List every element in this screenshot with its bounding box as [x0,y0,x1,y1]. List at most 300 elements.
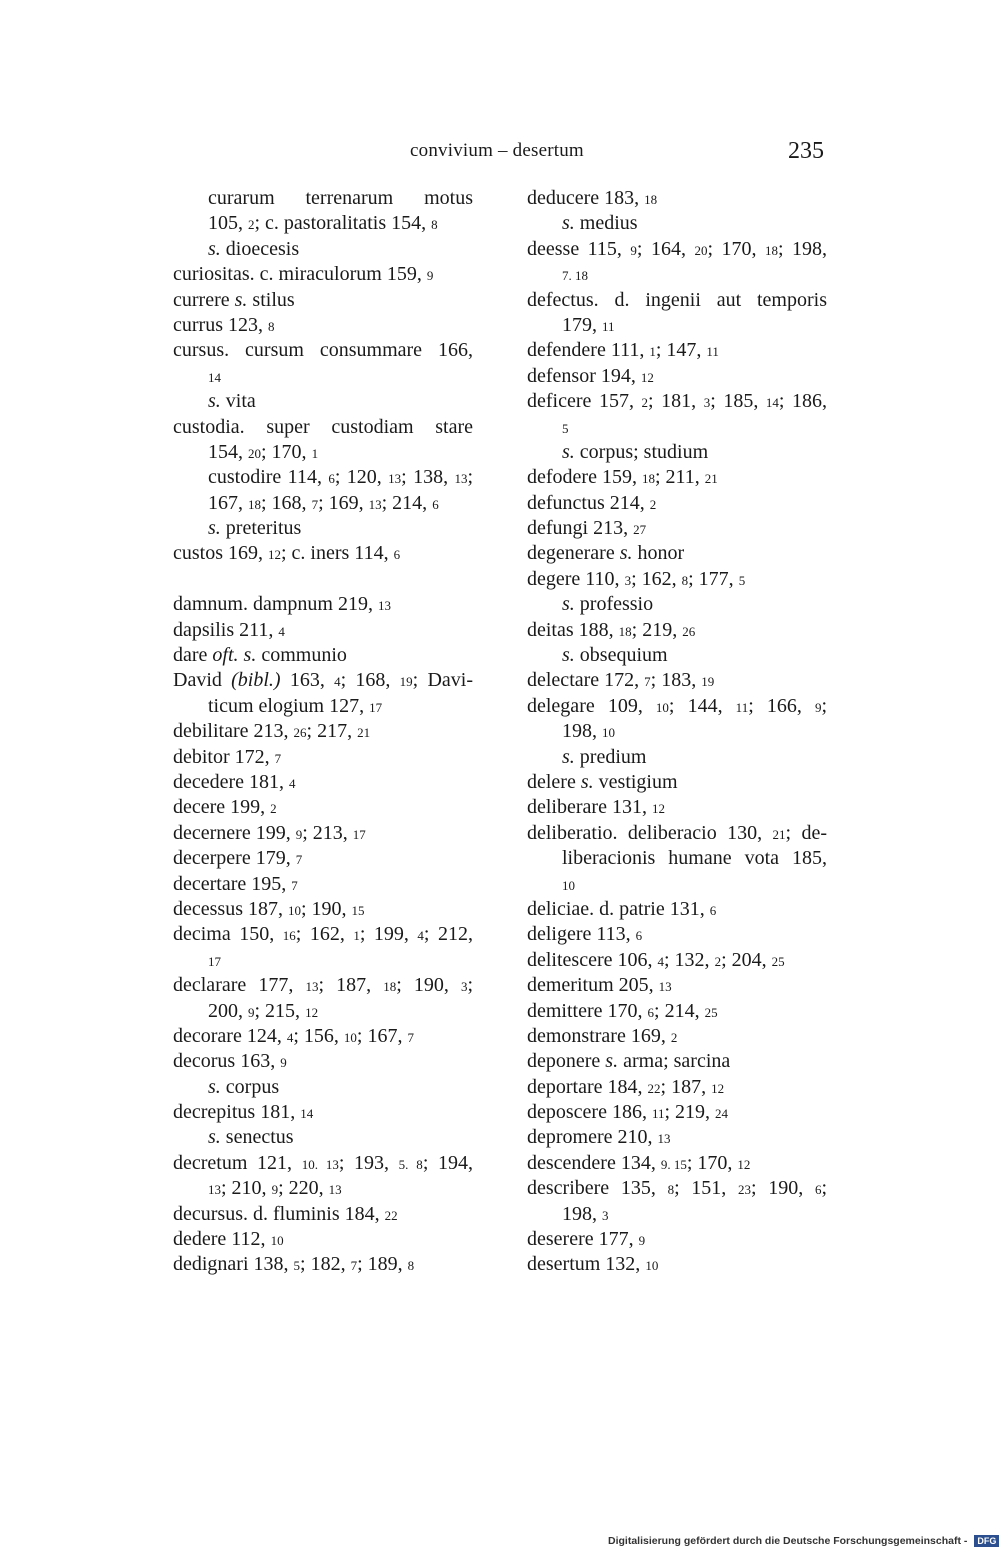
entry-text: liberacionis humane vota 185, [562,847,827,870]
entry-text: ; 185, [710,390,766,413]
line-number-ref: 12 [305,1004,319,1020]
entry-text: deponere [527,1050,606,1073]
line-number-ref: 2 [670,1029,678,1045]
italic-text: s. [580,770,594,793]
line-number-ref: 5 [293,1258,301,1274]
entry-text: medius [574,212,638,235]
index-line [173,186,473,211]
line-number-ref: 2 [641,395,649,411]
entry-text: dedignari 138, [173,1253,294,1276]
index-line [527,999,827,1024]
italic-text: s. [562,745,575,768]
entry-text: professio [574,593,654,616]
index-line [527,592,827,617]
index-line [173,313,473,338]
entry-text: ; 212, [423,923,473,946]
line-number-ref: 2 [270,801,277,817]
entry-text: stilus [247,288,295,311]
line-number-ref: 12 [268,547,281,563]
line-number-ref: 17 [369,699,383,715]
entry-text: defendere 111, [527,339,650,362]
index-column-right [527,186,827,1278]
index-line [527,262,827,287]
entry-text: dapsilis 211, [173,618,279,641]
entry-text: delere [527,770,581,793]
line-number-ref: 21 [357,725,371,741]
line-number-ref: 7. 18 [562,268,588,284]
entry-text: decretum 121, [173,1151,302,1174]
entry-text: debilitare 213, [173,720,294,743]
line-number-ref: 12 [737,1156,751,1172]
entry-text: decernere 199, [173,821,296,844]
entry-text: demonstrare 169, [527,1024,671,1047]
line-number-ref: 5 [738,572,746,588]
line-number-ref: 7 [644,674,651,690]
index-line [527,668,827,693]
line-number-ref: 13 [377,598,391,614]
entry-text: ; 214, [381,491,433,514]
entry-text: ; 170, [261,440,312,463]
entry-text: ; 187, [318,974,384,997]
entry-text: ; 210, [221,1177,272,1200]
entry-text: damnum. dampnum 219, [173,593,378,616]
italic-text: s. [619,542,633,565]
entry-text: ; 170, [707,237,765,260]
line-number-ref: 4 [657,953,664,969]
italic-text: s. [562,212,575,235]
entry-text: deportare 184, [527,1075,648,1098]
entry-text: descendere 134, [527,1151,661,1174]
line-number-ref: 3 [460,979,468,995]
index-line [173,973,473,998]
entry-text: defectus. d. ingenii aut temporis [527,288,827,311]
entry-text: 154, [208,440,248,463]
entry-text: ; 170, [686,1151,738,1174]
entry-text: currere [173,288,235,311]
index-line [527,1227,827,1252]
index-line [173,922,473,947]
entry-text: declarare 177, [173,974,306,997]
entry-text: delectare 172, [527,669,645,692]
line-number-ref: 14 [765,395,779,411]
line-number-ref: 6 [709,902,717,918]
index-line [173,770,473,795]
line-number-ref: 10 [287,902,301,918]
line-number-ref: 5. 8 [398,1156,423,1172]
line-number-ref: 25 [704,1004,718,1020]
index-line [527,897,827,922]
entry-text: dedere 112, [173,1228,271,1251]
entry-text: depromere 210, [527,1126,658,1149]
line-number-ref: 11 [735,699,749,715]
line-number-ref: 18 [383,979,397,995]
entry-text: ; 151, [674,1177,738,1200]
index-line [173,415,473,440]
index-line [173,795,473,820]
entry-text: decima 150, [173,923,283,946]
entry-text: dare [173,644,213,667]
entry-text: ; 183, [650,669,702,692]
line-number-ref: 12 [640,369,654,385]
index-line [527,821,827,846]
index-line [173,694,473,719]
line-number-ref: 15 [351,902,365,918]
line-number-ref: 23 [738,1182,751,1198]
index-line [173,1227,473,1252]
entry-text: deesse 115, [527,237,631,260]
entry-text: corpus; studium [574,440,709,463]
italic-text: s. [234,288,248,311]
line-number-ref: 9 [426,268,434,284]
entry-text: deliciae. d. patrie 131, [527,897,710,920]
index-line [527,237,827,262]
entry-text: ; [821,1177,827,1200]
line-number-ref: 1 [353,928,360,944]
line-number-ref: 9 [814,699,822,715]
entry-text: decursus. d. fluminis 184, [173,1202,385,1225]
index-line [527,694,827,719]
italic-text: s. [562,644,575,667]
index-line [527,1176,827,1201]
entry-text: ; 120, [334,466,389,489]
index-line [173,1252,473,1277]
entry-text: ; [467,974,474,997]
italic-text: s. [208,517,221,540]
italic-text: s. [605,1050,619,1073]
line-number-ref: 12 [711,1080,725,1096]
italic-text: s. [208,390,221,413]
line-number-ref: 9 [638,1233,646,1249]
footer-separator: - [960,1535,971,1547]
entry-text: curiositas. c. miraculorum 159, [173,263,427,286]
entry-text: decorus 163, [173,1050,281,1073]
entry-text: deficere 157, [527,390,642,413]
entry-text: curarum terrenarum motus [208,187,473,209]
index-line [527,1125,827,1150]
index-line [527,1252,827,1277]
entry-text: decrepitus 181, [173,1101,301,1124]
entry-text: deliberatio. deliberacio 130, [527,821,773,844]
entry-text: deligere 113, [527,923,636,946]
index-line [173,389,473,414]
index-line [173,999,473,1024]
entry-text: obsequium [574,644,668,667]
index-line [173,1075,473,1100]
entry-text: decerpere 179, [173,847,296,870]
entry-text: ; 168, [261,491,312,514]
entry-text: ; c. iners 114, [281,542,394,565]
entry-text: ; 204, [721,948,772,971]
entry-text: ; 215, [254,999,306,1022]
entry-text: delitescere 106, [527,948,658,971]
line-number-ref: 9 [280,1055,287,1071]
line-number-ref: 8 [407,1258,415,1274]
line-number-ref: 6 [393,547,401,563]
index-line [173,872,473,897]
line-number-ref: 8 [431,217,438,233]
running-head: convivium – desertum [410,140,584,161]
entry-text: ; 220, [278,1177,329,1200]
line-number-ref: 12 [651,801,665,817]
index-line [527,1151,827,1176]
index-line [173,1125,473,1150]
index-line [173,211,473,236]
entry-text: describere 135, [527,1177,668,1200]
footer-text: Digitalisierung gefördert durch die Deutsche Forschungsgemeinschaft [608,1535,961,1547]
index-line [527,389,827,414]
entry-text: ; 186, [778,390,828,413]
entry-text: ; 214, [654,999,705,1022]
line-number-ref: 7 [274,750,282,766]
line-number-ref: 26 [293,725,307,741]
entry-text: custos 169, [173,542,268,565]
index-line [527,440,827,465]
italic-text: s. [208,237,221,260]
entry-text: ; 190, [300,897,352,920]
entry-text: ; 189, [357,1253,408,1276]
entry-text: deliberare 131, [527,796,652,819]
entry-text: desertum 132, [527,1253,646,1276]
index-line [173,618,473,643]
entry-text: deserere 177, [527,1228,639,1251]
line-number-ref: 6 [432,496,439,512]
entry-text: ; 181, [648,390,704,413]
line-number-ref: 4 [334,674,341,690]
entry-text: ; 199, [359,923,418,946]
line-number-ref: 4 [417,928,424,944]
entry-text: ; 156, [293,1024,344,1047]
line-number-ref: 11 [651,1106,665,1122]
entry-text: ; 162, [295,923,354,946]
line-number-ref: 13 [208,1182,221,1198]
index-line [527,745,827,770]
line-number-ref: 18 [248,496,261,512]
line-number-ref: 10 [602,725,615,741]
line-number-ref: 18 [764,242,778,258]
entry-text: ; [467,466,474,489]
entry-text: ; 198, [777,237,827,260]
entry-text: 179, [562,313,602,336]
index-line [527,872,827,897]
entry-text: ; c. pastoralitatis 154, [254,212,432,235]
line-number-ref: 22 [647,1080,661,1096]
entry-text: ; 190, [396,974,461,997]
line-number-ref: 6 [328,471,335,487]
index-line [527,643,827,668]
line-number-ref: 2 [248,217,255,233]
index-line [527,770,827,795]
entry-text: cursus. cursum consummare 166, [173,339,473,362]
line-number-ref: 20 [694,242,708,258]
line-number-ref: 7 [407,1029,414,1045]
index-column-left [173,186,473,1278]
line-number-ref: 10 [270,1233,284,1249]
index-line [527,1024,827,1049]
footer-credit [608,1535,999,1547]
entry-text: corpus [220,1075,280,1098]
line-number-ref: 16 [282,928,296,944]
line-number-ref: 14 [208,369,221,385]
entry-text: ; 211, [654,466,705,489]
line-number-ref: 1 [311,445,319,461]
line-number-ref: 4 [286,1029,294,1045]
entry-text: decere 199, [173,796,271,819]
index-line [527,491,827,516]
line-number-ref: 10. 13 [301,1156,339,1172]
line-number-ref: 19 [701,674,715,690]
entry-text: senectus [220,1126,294,1149]
line-number-ref: 2 [649,496,657,512]
index-line [527,1202,827,1227]
index-line [173,1024,473,1049]
entry-text: defensor 194, [527,364,641,387]
line-number-ref: 21 [704,471,718,487]
line-number-ref: 3 [703,395,711,411]
index-line [527,567,827,592]
italic-text: s. [562,593,575,616]
italic-text: oft. s. [212,644,257,667]
index-line [527,465,827,490]
line-number-ref: 20 [248,445,261,461]
line-number-ref: 8 [267,318,275,334]
line-number-ref: 2 [714,953,722,969]
entry-text: preteritus [220,517,302,540]
index-line [173,719,473,744]
index-line [173,643,473,668]
italic-text: s. [208,1126,221,1149]
entry-text: David [173,669,232,692]
entry-text: vestigium [593,770,678,793]
entry-text: ; 194, [422,1151,474,1174]
line-number-ref: 9 [295,826,303,842]
entry-text: decorare 124, [173,1024,287,1047]
line-number-ref: 9. 15 [660,1156,687,1172]
entry-text: ticum elogium 127, [208,694,370,717]
entry-text: demeritum 205, [527,974,659,997]
entry-text: delegare 109, [527,694,656,717]
entry-text: ; [821,694,828,717]
italic-text: (bibl.) [231,669,281,692]
index-line [173,1176,473,1201]
entry-text: ; 138, [401,466,455,489]
index-line [173,465,473,490]
index-line [173,516,473,541]
index-line [173,897,473,922]
entry-text: 198, [562,720,602,743]
line-number-ref: 4 [289,775,296,791]
index-line [527,973,827,998]
line-number-ref: 4 [278,623,285,639]
index-line [173,745,473,770]
entry-text: 198, [562,1202,602,1225]
index-line [527,719,827,744]
index-line [173,1202,473,1227]
entry-text: debitor 172, [173,745,275,768]
entry-text: custodia. super custodiam stare [173,415,473,438]
index-line [527,948,827,973]
entry-text: deducere 183, [527,187,645,209]
index-line [173,1151,473,1176]
line-number-ref: 9 [271,1182,279,1198]
line-number-ref: 13 [368,496,382,512]
index-line [527,1049,827,1074]
line-number-ref: 8 [681,572,689,588]
line-number-ref: 7 [311,496,319,512]
line-number-ref: 5 [562,420,569,436]
entry-text: ; 213, [302,821,353,844]
entry-text: custodire 114, [208,466,329,489]
line-number-ref: 18 [641,471,655,487]
entry-text: 163, [280,669,335,692]
line-number-ref: 13 [328,1182,342,1198]
index-line [173,1049,473,1074]
line-number-ref: 7 [350,1258,358,1274]
entry-text: currus 123, [173,313,268,336]
line-number-ref: 10 [655,699,669,715]
line-number-ref: 9 [630,242,637,258]
line-number-ref: 25 [771,953,785,969]
line-number-ref: 14 [300,1106,314,1122]
entry-text: dioecesis [220,237,300,260]
entry-gap [173,567,473,592]
entry-text: arma; sarcina [618,1050,731,1073]
line-number-ref: 17 [352,826,366,842]
index-line [527,795,827,820]
index-line [173,821,473,846]
line-number-ref: 1 [649,344,656,360]
entry-text: ; 193, [338,1151,399,1174]
entry-text: ; 147, [655,339,707,362]
index-line [527,364,827,389]
entry-text: ; 132, [664,948,715,971]
entry-text: defungi 213, [527,517,634,540]
entry-text: predium [574,745,647,768]
line-number-ref: 7 [291,877,298,893]
index-line [173,491,473,516]
index-line [527,1075,827,1100]
entry-text: ; 167, [356,1024,408,1047]
entry-text: ; de- [785,821,827,844]
line-number-ref: 9 [248,1004,255,1020]
index-line [527,922,827,947]
entry-text: deitas 188, [527,618,619,641]
index-line [173,338,473,363]
entry-text: communio [256,644,347,667]
line-number-ref: 21 [772,826,786,842]
line-number-ref: 27 [633,522,647,538]
line-number-ref: 8 [667,1182,675,1198]
entry-text: degenerare [527,542,620,565]
line-number-ref: 13 [454,471,468,487]
index-line [527,288,827,313]
line-number-ref: 18 [644,192,658,207]
index-line [173,440,473,465]
index-line [173,262,473,287]
index-line [173,364,473,389]
line-number-ref: 6 [647,1004,655,1020]
dfg-logo: DFG [974,1535,999,1547]
entry-text: deposcere 186, [527,1101,652,1124]
line-number-ref: 11 [602,318,615,334]
italic-text: s. [562,440,575,463]
line-number-ref: 6 [814,1182,822,1198]
line-number-ref: 3 [602,1207,609,1223]
entry-text: ; 187, [660,1075,712,1098]
entry-text: decedere 181, [173,770,290,793]
entry-text: defodere 159, [527,466,642,489]
entry-text: ; 219, [631,618,683,641]
entry-text: ; 144, [668,694,736,717]
